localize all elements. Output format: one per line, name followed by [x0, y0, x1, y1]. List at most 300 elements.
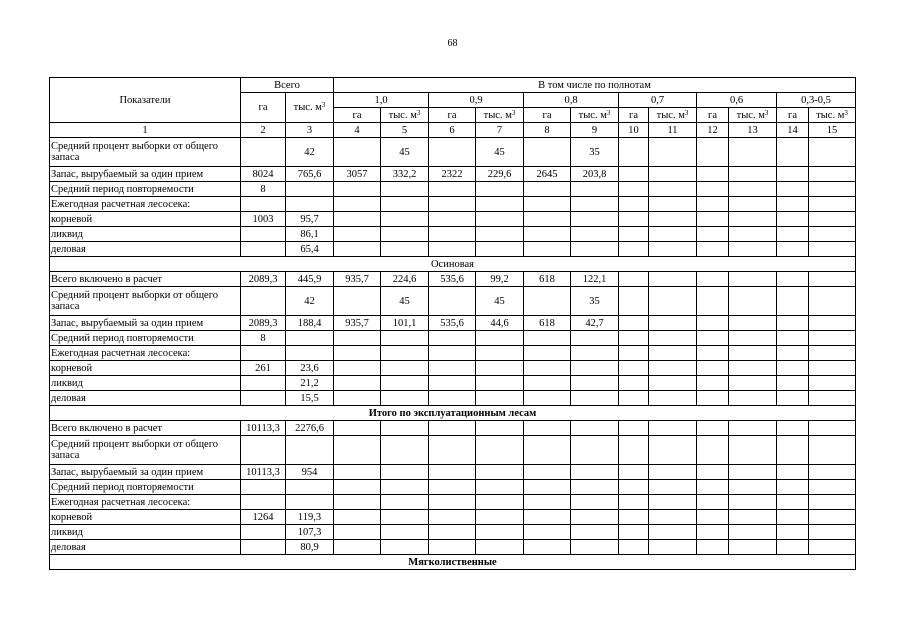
- table-cell: [429, 346, 476, 361]
- table-cell: [334, 197, 381, 212]
- table-cell: [809, 331, 856, 346]
- table-cell: [729, 242, 777, 257]
- table-cell: [777, 465, 809, 480]
- table-cell: [476, 525, 524, 540]
- table-cell: [729, 540, 777, 555]
- table-cell: 3057: [334, 167, 381, 182]
- table-cell: [334, 138, 381, 167]
- unit-superscript: 3: [416, 108, 421, 117]
- row-label: ликвид: [50, 227, 241, 242]
- density-0-6: 0,6: [697, 93, 777, 108]
- table-cell: [777, 242, 809, 257]
- table-cell: [334, 212, 381, 227]
- table-cell: [476, 331, 524, 346]
- table-cell: 42: [286, 287, 334, 316]
- table-cell: [524, 525, 571, 540]
- unit-m3: [809, 108, 856, 123]
- table-cell: [809, 480, 856, 495]
- table-cell: [697, 287, 729, 316]
- table-row: [50, 465, 856, 480]
- table-cell: [777, 212, 809, 227]
- table-cell: [649, 212, 697, 227]
- table-cell: [524, 331, 571, 346]
- table-cell: [381, 361, 429, 376]
- table-cell: [809, 167, 856, 182]
- table-cell: [381, 331, 429, 346]
- table-cell: [697, 480, 729, 495]
- table-cell: 935,7: [334, 272, 381, 287]
- table-cell: [241, 197, 286, 212]
- table-cell: [524, 540, 571, 555]
- density-0-8: 0,8: [524, 93, 619, 108]
- table-cell: [476, 346, 524, 361]
- row-label: Средний период повторяемости: [50, 182, 241, 197]
- table-cell: [524, 227, 571, 242]
- table-cell: [649, 421, 697, 436]
- table-cell: [777, 197, 809, 212]
- table-cell: [524, 361, 571, 376]
- table-cell: 101,1: [381, 316, 429, 331]
- table-cell: [697, 376, 729, 391]
- table-cell: [649, 346, 697, 361]
- table-cell: 8: [241, 182, 286, 197]
- table-cell: 935,7: [334, 316, 381, 331]
- table-cell: [619, 331, 649, 346]
- header-total-m3: [286, 93, 334, 123]
- table-cell: [334, 421, 381, 436]
- table-cell: [429, 510, 476, 525]
- header-row-1: [50, 78, 856, 93]
- table-cell: [619, 436, 649, 465]
- table-cell: [697, 465, 729, 480]
- table-cell: [649, 272, 697, 287]
- table-row: [50, 495, 856, 510]
- table-cell: [777, 510, 809, 525]
- table-cell: [524, 510, 571, 525]
- table-cell: [649, 138, 697, 167]
- table-cell: [524, 465, 571, 480]
- column-number: 8: [524, 123, 571, 138]
- table-cell: [286, 182, 334, 197]
- table-cell: [476, 495, 524, 510]
- table-cell: 10113,3: [241, 465, 286, 480]
- table-cell: [334, 361, 381, 376]
- table-cell: [571, 346, 619, 361]
- table-cell: [697, 212, 729, 227]
- table-cell: [476, 480, 524, 495]
- column-number: 2: [241, 123, 286, 138]
- table-cell: 23,6: [286, 361, 334, 376]
- table-cell: [429, 287, 476, 316]
- column-number: 15: [809, 123, 856, 138]
- table-cell: [809, 436, 856, 465]
- table-cell: 8: [241, 331, 286, 346]
- table-cell: 224,6: [381, 272, 429, 287]
- table-cell: [476, 510, 524, 525]
- table-cell: [381, 465, 429, 480]
- table-cell: [476, 227, 524, 242]
- table-cell: [381, 540, 429, 555]
- table-cell: [649, 495, 697, 510]
- table-cell: [777, 346, 809, 361]
- table-cell: 535,6: [429, 316, 476, 331]
- column-number: 1: [50, 123, 241, 138]
- unit-m3: [729, 108, 777, 123]
- table-cell: [619, 361, 649, 376]
- table-cell: [334, 227, 381, 242]
- table-cell: [334, 346, 381, 361]
- table-cell: [697, 138, 729, 167]
- table-cell: [524, 242, 571, 257]
- column-number: 5: [381, 123, 429, 138]
- section-total-exploitation: Итого по эксплуатационным лесам: [50, 406, 856, 421]
- table-cell: [809, 242, 856, 257]
- table-cell: [381, 182, 429, 197]
- table-cell: 203,8: [571, 167, 619, 182]
- table-cell: [809, 465, 856, 480]
- table-cell: [241, 376, 286, 391]
- table-cell: [729, 197, 777, 212]
- table-cell: [619, 480, 649, 495]
- table-cell: [619, 138, 649, 167]
- table-cell: 188,4: [286, 316, 334, 331]
- table-cell: [286, 436, 334, 465]
- table-cell: [649, 361, 697, 376]
- unit-superscript: 3: [321, 101, 326, 109]
- unit-superscript: 3: [511, 108, 516, 117]
- forest-data-table: [49, 77, 856, 570]
- table-cell: [476, 421, 524, 436]
- row-label: Средний процент выборки от общего запаса: [50, 436, 241, 465]
- table-row: [50, 540, 856, 555]
- table-row: [50, 197, 856, 212]
- table-cell: [809, 346, 856, 361]
- table-cell: [729, 436, 777, 465]
- table-cell: [649, 167, 697, 182]
- table-cell: 45: [476, 138, 524, 167]
- table-row: [50, 227, 856, 242]
- header-total-ha: га: [241, 93, 286, 123]
- table-cell: [619, 525, 649, 540]
- column-number: 7: [476, 123, 524, 138]
- density-0-9: 0,9: [429, 93, 524, 108]
- row-label: деловая: [50, 391, 241, 406]
- table-cell: [476, 212, 524, 227]
- table-cell: [286, 197, 334, 212]
- table-row: [50, 436, 856, 465]
- table-cell: [777, 391, 809, 406]
- table-cell: [429, 465, 476, 480]
- table-cell: [809, 227, 856, 242]
- table-cell: [334, 525, 381, 540]
- row-label: Запас, вырубаемый за один прием: [50, 465, 241, 480]
- table-cell: [697, 391, 729, 406]
- table-cell: [429, 138, 476, 167]
- table-cell: [809, 316, 856, 331]
- row-label: Всего включено в расчет: [50, 272, 241, 287]
- table-cell: 332,2: [381, 167, 429, 182]
- unit-ha: га: [777, 108, 809, 123]
- table-cell: [381, 510, 429, 525]
- table-cell: 44,6: [476, 316, 524, 331]
- table-cell: [619, 272, 649, 287]
- table-row: [50, 391, 856, 406]
- table-cell: [334, 391, 381, 406]
- table-cell: [571, 540, 619, 555]
- table-cell: [241, 525, 286, 540]
- table-cell: [729, 495, 777, 510]
- table-cell: [381, 436, 429, 465]
- table-row: [50, 361, 856, 376]
- unit-m3: [649, 108, 697, 123]
- table-cell: [571, 182, 619, 197]
- table-cell: [619, 540, 649, 555]
- table-cell: 10113,3: [241, 421, 286, 436]
- table-row: [50, 316, 856, 331]
- table-cell: [429, 242, 476, 257]
- table-cell: [381, 495, 429, 510]
- table-cell: [429, 525, 476, 540]
- table-cell: [334, 182, 381, 197]
- table-cell: [524, 182, 571, 197]
- page-number: 68: [447, 38, 458, 49]
- unit-ha: га: [429, 108, 476, 123]
- table-cell: [381, 212, 429, 227]
- table-cell: [524, 421, 571, 436]
- table-cell: 122,1: [571, 272, 619, 287]
- table-cell: [429, 480, 476, 495]
- table-cell: 99,2: [476, 272, 524, 287]
- row-label: Средний период повторяемости: [50, 480, 241, 495]
- row-label: Ежегодная расчетная лесосека:: [50, 346, 241, 361]
- table-cell: [729, 391, 777, 406]
- table-cell: [697, 525, 729, 540]
- table-cell: [777, 495, 809, 510]
- table-cell: [571, 495, 619, 510]
- table-cell: [241, 346, 286, 361]
- table-cell: [697, 436, 729, 465]
- header-incl-density: В том числе по полнотам: [334, 78, 856, 93]
- table-cell: [697, 197, 729, 212]
- table-cell: [571, 331, 619, 346]
- row-label: Средний процент выборки от общего запаса: [50, 138, 241, 167]
- table-cell: [729, 510, 777, 525]
- table-cell: [241, 287, 286, 316]
- table-cell: [697, 540, 729, 555]
- table-cell: 229,6: [476, 167, 524, 182]
- table-cell: [429, 436, 476, 465]
- table-row: [50, 182, 856, 197]
- table-cell: [777, 138, 809, 167]
- table-cell: [241, 242, 286, 257]
- table-cell: 261: [241, 361, 286, 376]
- table-cell: [649, 287, 697, 316]
- table-row: [50, 212, 856, 227]
- table-cell: [777, 376, 809, 391]
- table-cell: [571, 376, 619, 391]
- table-cell: [697, 167, 729, 182]
- unit-ha: га: [524, 108, 571, 123]
- row-label: корневой: [50, 361, 241, 376]
- table-cell: [334, 242, 381, 257]
- table-cell: [649, 436, 697, 465]
- row-label: деловая: [50, 242, 241, 257]
- column-number: 11: [649, 123, 697, 138]
- table-cell: [429, 495, 476, 510]
- table-cell: 1003: [241, 212, 286, 227]
- table-cell: [524, 197, 571, 212]
- table-cell: 15,5: [286, 391, 334, 406]
- table-cell: [429, 331, 476, 346]
- table-cell: [619, 182, 649, 197]
- table-row: [50, 376, 856, 391]
- density-0-7: 0,7: [619, 93, 697, 108]
- table-cell: [241, 391, 286, 406]
- table-cell: [571, 421, 619, 436]
- table-cell: [697, 510, 729, 525]
- table-cell: [571, 391, 619, 406]
- header-indicators: Показатели: [50, 78, 241, 123]
- table-cell: [476, 197, 524, 212]
- unit-ha: га: [619, 108, 649, 123]
- table-row: [50, 138, 856, 167]
- table-cell: [241, 495, 286, 510]
- table-cell: [571, 465, 619, 480]
- column-number: 3: [286, 123, 334, 138]
- unit-label: тыс. м: [816, 109, 845, 121]
- table-cell: [429, 182, 476, 197]
- section-row: [50, 555, 856, 570]
- table-cell: 45: [381, 138, 429, 167]
- table-cell: [619, 346, 649, 361]
- table-row: [50, 167, 856, 182]
- table-cell: [729, 525, 777, 540]
- table-row: [50, 346, 856, 361]
- table-cell: [729, 138, 777, 167]
- table-cell: [697, 495, 729, 510]
- table-cell: [476, 436, 524, 465]
- unit-label: тыс. м: [483, 109, 512, 121]
- table-cell: [729, 167, 777, 182]
- table-cell: [334, 495, 381, 510]
- table-cell: [777, 167, 809, 182]
- table-cell: [334, 376, 381, 391]
- table-cell: [619, 376, 649, 391]
- table-row: [50, 480, 856, 495]
- table-cell: [241, 138, 286, 167]
- table-cell: 2089,3: [241, 272, 286, 287]
- table-cell: [381, 376, 429, 391]
- table-cell: 45: [381, 287, 429, 316]
- table-cell: [697, 361, 729, 376]
- table-row: [50, 510, 856, 525]
- column-number: 4: [334, 123, 381, 138]
- density-1-0: 1,0: [334, 93, 429, 108]
- table-cell: [571, 525, 619, 540]
- table-cell: [571, 436, 619, 465]
- table-cell: [809, 495, 856, 510]
- table-row: [50, 331, 856, 346]
- table-cell: 2645: [524, 167, 571, 182]
- table-cell: [729, 331, 777, 346]
- table-cell: [334, 510, 381, 525]
- table-cell: [241, 227, 286, 242]
- table-cell: [429, 227, 476, 242]
- row-label: Ежегодная расчетная лесосека:: [50, 495, 241, 510]
- table-cell: [777, 287, 809, 316]
- table-cell: 954: [286, 465, 334, 480]
- table-cell: 107,3: [286, 525, 334, 540]
- table-cell: [729, 227, 777, 242]
- header-total: Всего: [241, 78, 334, 93]
- table-cell: [729, 346, 777, 361]
- table-cell: [809, 138, 856, 167]
- table-cell: [429, 421, 476, 436]
- table-cell: [381, 227, 429, 242]
- table-cell: 535,6: [429, 272, 476, 287]
- unit-superscript: 3: [606, 108, 611, 117]
- row-label: Всего включено в расчет: [50, 421, 241, 436]
- table-cell: [649, 480, 697, 495]
- unit-label: тыс. м: [388, 109, 417, 121]
- table-cell: [697, 227, 729, 242]
- table-cell: [697, 421, 729, 436]
- table-cell: [476, 391, 524, 406]
- row-label: Ежегодная расчетная лесосека:: [50, 197, 241, 212]
- table-cell: [649, 182, 697, 197]
- table-cell: [809, 212, 856, 227]
- unit-m3: [476, 108, 524, 123]
- table-cell: [334, 287, 381, 316]
- table-cell: [571, 242, 619, 257]
- column-number: 9: [571, 123, 619, 138]
- table-cell: [777, 361, 809, 376]
- table-cell: [334, 480, 381, 495]
- table-cell: [729, 287, 777, 316]
- table-cell: [809, 525, 856, 540]
- table-cell: 1264: [241, 510, 286, 525]
- row-label: Запас, вырубаемый за один прием: [50, 316, 241, 331]
- column-number-row: [50, 123, 856, 138]
- row-label: Средний процент выборки от общего запаса: [50, 287, 241, 316]
- table-cell: [619, 495, 649, 510]
- table-row: [50, 421, 856, 436]
- table-cell: [619, 421, 649, 436]
- table-cell: [809, 287, 856, 316]
- table-cell: [649, 197, 697, 212]
- table-cell: [524, 346, 571, 361]
- table-cell: [476, 376, 524, 391]
- table-cell: 21,2: [286, 376, 334, 391]
- table-cell: [286, 346, 334, 361]
- table-cell: [286, 331, 334, 346]
- table-cell: [809, 182, 856, 197]
- table-cell: [777, 421, 809, 436]
- table-cell: [334, 465, 381, 480]
- table-cell: [524, 391, 571, 406]
- table-cell: [809, 272, 856, 287]
- table-cell: 80,9: [286, 540, 334, 555]
- row-label: ликвид: [50, 525, 241, 540]
- table-cell: [381, 480, 429, 495]
- table-cell: 2322: [429, 167, 476, 182]
- table-cell: [777, 331, 809, 346]
- density-0-3-0-5: 0,3-0,5: [777, 93, 856, 108]
- table-cell: [729, 272, 777, 287]
- table-cell: 65,4: [286, 242, 334, 257]
- table-cell: [571, 197, 619, 212]
- table-cell: [476, 182, 524, 197]
